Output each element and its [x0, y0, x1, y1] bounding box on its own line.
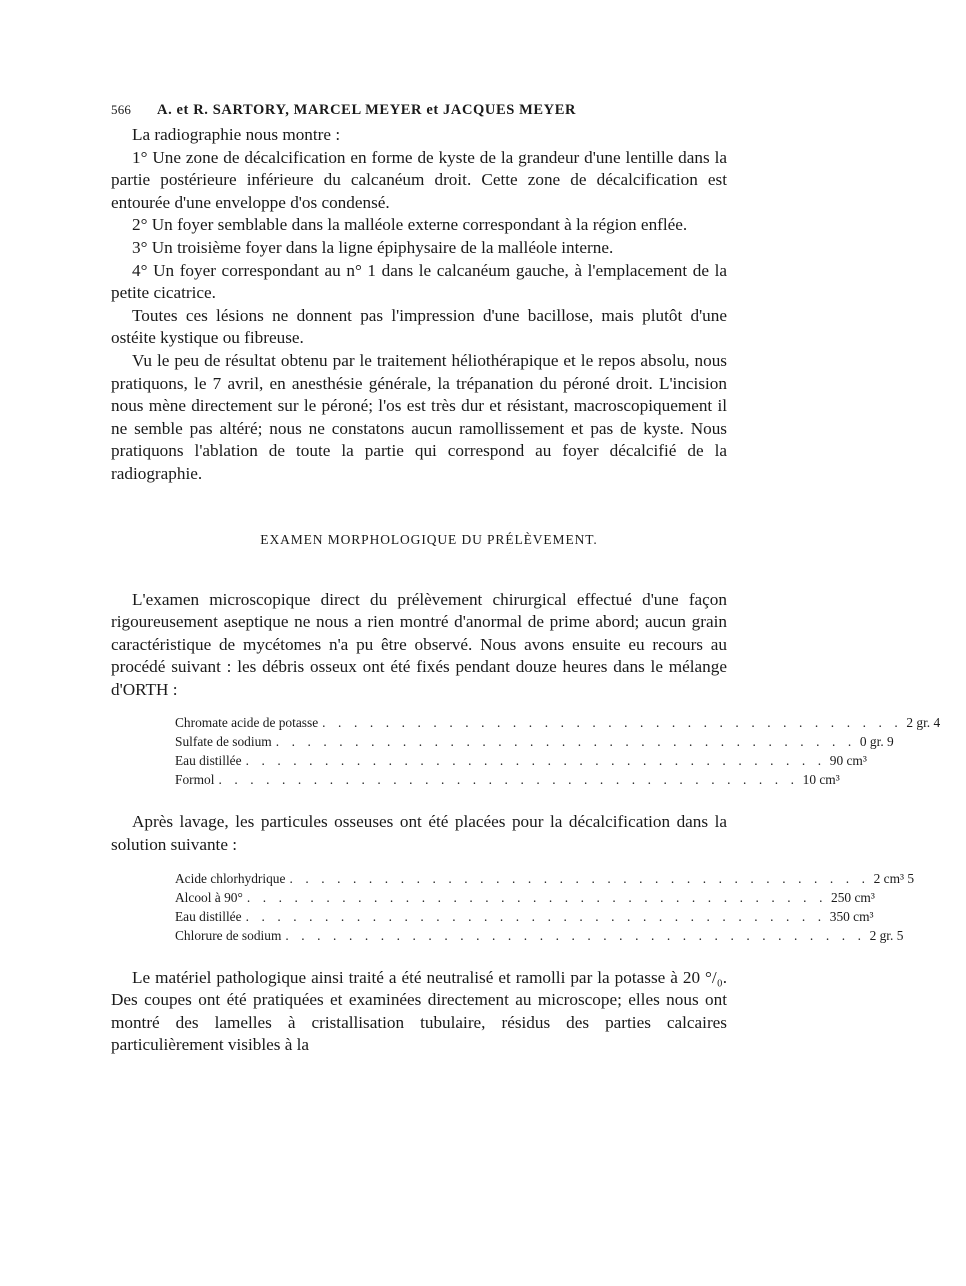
ingredient-quantity: 2 gr. 4 — [906, 715, 941, 731]
ingredient-name: Chlorure de sodium — [175, 927, 282, 943]
paragraph-material: Le matériel pathologique ainsi traité a été neutralisé et ramolli par la potasse à 20 °/₀. Des coupes ont été pratiquées et examinées directement au microscope; elles nous ont montré des lamelles à cristallisation tubulaire, résidus des parties calcaires particulièrement visibles à la — [111, 967, 727, 1055]
finding-1: 1° Une zone de décalcification en forme de kyste de la grandeur d'une lentille dans la partie postérieure inférieure du calcanéum droit. Cette zone de décalcification est entourée d'une enveloppe d'os condensé. — [111, 147, 727, 212]
finding-2: 2° Un foyer semblable dans la malléole externe correspondant à la région enflée. — [132, 215, 688, 235]
dot-leader: . . . . . . . . . . . . . . . . . . . . . . . . . . . . . . . . . . . . . — [246, 889, 828, 905]
paragraph-exam: L'examen microscopique direct du prélèvement chirurgical effectué d'une façon rigoureusement aseptique ne nous a rien montré d'anormal de prime abord; aucun grain caractéristique de mycétomes n'a pu être observé. Nous avons ensuite eu recours au procédé suivant : les débris osseux ont été fixés pendant douze heures dans le mélange d'ORTH : — [111, 589, 727, 699]
dot-leader: . . . . . . . . . . . . . . . . . . . . . . . . . . . . . . . . . . . . . — [245, 908, 826, 924]
ingredient-name: Alcool à 90° — [175, 889, 243, 905]
decalcification-recipe-table — [175, 869, 915, 945]
orth-recipe-table — [175, 713, 941, 789]
recipe-row — [175, 926, 904, 945]
ingredient-name: Acide chlorhydrique — [175, 870, 286, 886]
ingredient-quantity: 90 cm³ — [829, 753, 867, 769]
ingredient-name: Eau distillée — [175, 908, 242, 924]
recipe-row — [175, 732, 894, 751]
spacer — [111, 799, 727, 811]
dot-leader: . . . . . . . . . . . . . . . . . . . . . . . . . . . . . . . . . . . . . — [275, 734, 856, 750]
ingredient-name: Eau distillée — [175, 753, 242, 769]
finding-3: 3° Un troisième foyer dans la ligne épiphysaire de la malléole interne. — [132, 237, 614, 257]
ingredient-quantity: 2 cm³ 5 — [873, 870, 915, 886]
paragraph-lesions: Toutes ces lésions ne donnent pas l'impression d'une bacillose, mais plutôt d'une ostéite kystique ou fibreuse. — [111, 305, 727, 348]
ingredient-name: Chromate acide de potasse — [175, 715, 319, 731]
page-number: 566 — [111, 102, 132, 117]
dot-leader: . . . . . . . . . . . . . . . . . . . . . . . . . . . . . . . . . . . . . — [322, 715, 903, 731]
spacer — [111, 955, 727, 967]
dot-leader: . . . . . . . . . . . . . . . . . . . . . . . . . . . . . . . . . . . . . — [285, 927, 866, 943]
dot-leader: . . . . . . . . . . . . . . . . . . . . . . . . . . . . . . . . . . . . . — [218, 772, 799, 788]
ingredient-name: Sulfate de sodium — [175, 734, 272, 750]
ingredient-quantity: 2 gr. 5 — [869, 927, 904, 943]
running-head-authors: A. et R. SARTORY, MARCEL MEYER et JACQUES MEYER — [157, 102, 577, 118]
dot-leader: . . . . . . . . . . . . . . . . . . . . . . . . . . . . . . . . . . . . . — [245, 753, 826, 769]
dot-leader: . . . . . . . . . . . . . . . . . . . . . . . . . . . . . . . . . . . . . — [289, 870, 870, 886]
paragraph-surgery: Vu le peu de résultat obtenu par le traitement héliothérapique et le repos absolu, nous pratiquons, le 7 avril, en anesthésie générale, la trépanation du péroné droit. L'incision nous mène directement sur le péroné; l'os est très dur et résistant, macroscopiquement il ne semble pas altéré; nous ne constatons aucun ramollissement et pas de kyste. Nous pratiquons l'ablation de toute la partie qui correspond au foyer décalcifié de la radiographie. — [111, 350, 727, 483]
recipe-row — [175, 770, 840, 789]
finding-4: 4° Un foyer correspondant au n° 1 dans le calcanéum gauche, à l'emplacement de la petite cicatrice. — [111, 260, 727, 303]
ingredient-name: Formol — [175, 772, 215, 788]
page — [111, 100, 941, 1057]
radiography-intro: La radiographie nous montre : — [132, 125, 341, 144]
recipe-row — [175, 888, 875, 907]
paragraph-decalcification: Après lavage, les particules osseuses ont été placées pour la décalcification dans la solution suivante : — [111, 812, 727, 855]
recipe-row — [175, 751, 867, 770]
running-head — [111, 100, 727, 124]
ingredient-quantity: 0 gr. 9 — [859, 734, 894, 750]
recipe-row — [175, 713, 941, 732]
recipe-row — [175, 869, 915, 888]
ingredient-quantity: 350 cm³ — [829, 908, 874, 924]
ingredient-quantity: 10 cm³ — [802, 772, 840, 788]
ingredient-quantity: 250 cm³ — [831, 889, 875, 905]
section-title: EXAMEN MORPHOLOGIQUE DU PRÉLÈVEMENT. — [260, 531, 598, 547]
recipe-row — [175, 907, 874, 926]
